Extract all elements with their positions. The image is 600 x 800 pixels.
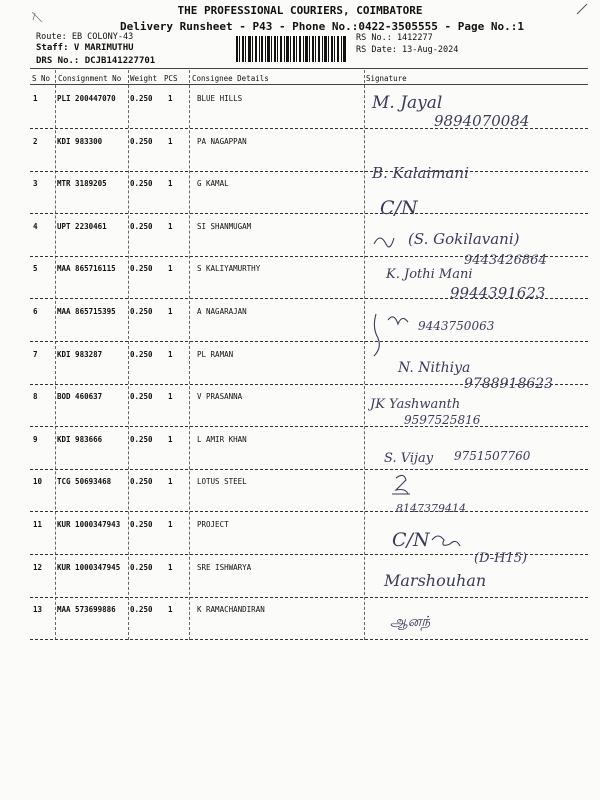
row-consignment-no: KUR 1000347945: [57, 563, 121, 572]
handwritten-phone: 9944391623: [450, 284, 546, 302]
col-header-signature: Signature: [366, 74, 407, 83]
staff-label: Staff: V MARIMUTHU: [36, 43, 134, 53]
handwritten-name: ஆனந்: [390, 614, 431, 630]
handwritten-note: (D-H15): [474, 551, 528, 566]
runsheet-title: Delivery Runsheet - P43 - Phone No.:0422-3505555 - Page No.:1: [120, 20, 524, 33]
row-consignment-no: MTR 3189205: [57, 179, 107, 188]
handwritten-phone: 9751507760: [454, 449, 531, 463]
col-header-pcs: PCS: [164, 74, 178, 83]
row-pcs: 1: [168, 137, 173, 146]
row-consignee: S KALIYAMURTHY: [197, 264, 261, 273]
col-header-weight: Weight: [130, 74, 158, 83]
row-consignment-no: MAA 865716115: [57, 264, 116, 273]
row-sno: 9: [33, 435, 38, 444]
row-weight: 0.250: [130, 350, 153, 359]
row-consignee: V PRASANNA: [197, 392, 243, 401]
row-pcs: 1: [168, 392, 173, 401]
row-pcs: 1: [168, 179, 173, 188]
row-weight: 0.250: [130, 94, 153, 103]
row-pcs: 1: [168, 563, 173, 572]
row-pcs: 1: [168, 94, 173, 103]
row-sno: 3: [33, 179, 38, 188]
row-consignment-no: KDI 983287: [57, 350, 103, 359]
row-consignee: LOTUS STEEL: [197, 477, 247, 486]
row-consignment-no: MAA 573699886: [57, 605, 116, 614]
row-consignment-no: MAA 865715395: [57, 307, 116, 316]
row-consignee: G KAMAL: [197, 179, 229, 188]
rs-number: RS No.: 1412277: [356, 33, 433, 43]
row-consignee: SRE ISHWARYA: [197, 563, 252, 572]
handwritten-name: S. Vijay: [384, 451, 434, 466]
rs-date: RS Date: 13-Aug-2024: [356, 45, 459, 55]
row-weight: 0.250: [130, 222, 153, 231]
handwritten-phone: 9443426864: [464, 253, 547, 268]
drs-number: DRS No.: DCJB141227701: [36, 56, 156, 66]
handwritten-phone: 9597525816: [404, 413, 481, 427]
row-pcs: 1: [168, 477, 173, 486]
row-pcs: 1: [168, 264, 173, 273]
row-sno: 8: [33, 392, 38, 401]
row-weight: 0.250: [130, 307, 153, 316]
handwritten-phone: 9788918623: [464, 376, 554, 392]
col-header-consignee: Consignee Details: [192, 74, 269, 83]
row-consignment-no: KUR 1000347943: [57, 520, 121, 529]
row-sno: 7: [33, 350, 38, 359]
row-weight: 0.250: [130, 477, 153, 486]
row-sno: 6: [33, 307, 38, 316]
row-consignee: L AMIR KHAN: [197, 435, 247, 444]
handwritten-name: JK Yashwanth: [370, 397, 461, 412]
row-weight: 0.250: [130, 563, 153, 572]
signature-row-13: [368, 600, 588, 678]
row-weight: 0.250: [130, 392, 153, 401]
row-sno: 4: [33, 222, 38, 231]
row-consignment-no: KDI 983666: [57, 435, 103, 444]
row-pcs: 1: [168, 222, 173, 231]
handwritten-name: K. Jothi Mani: [386, 267, 473, 282]
row-consignment-no: PLI 200447070: [57, 94, 116, 103]
row-pcs: 1: [168, 520, 173, 529]
row-consignee: PA NAGAPPAN: [197, 137, 247, 146]
row-sno: 5: [33, 264, 38, 273]
header-bottom-rule: [30, 84, 588, 85]
barcode-icon: [236, 36, 346, 62]
row-consignee: BLUE HILLS: [197, 94, 243, 103]
row-consignment-no: KDI 983300: [57, 137, 103, 146]
row-weight: 0.250: [130, 435, 153, 444]
handwritten-phone: 8147379414: [396, 502, 466, 515]
handwritten-phone: 9894070084: [434, 112, 530, 130]
row-sno: 10: [33, 477, 43, 486]
handwritten-name: M. Jayal: [372, 93, 443, 113]
row-sno: 2: [33, 137, 38, 146]
col-header-consignment: Consignment No: [58, 74, 122, 83]
handwritten-name: Marshouhan: [384, 571, 487, 590]
col-header-sno: S No: [32, 74, 51, 83]
row-consignee: PL RAMAN: [197, 350, 234, 359]
company-title: THE PROFESSIONAL COURIERS, COIMBATORE: [177, 4, 423, 17]
row-consignee: A NAGARAJAN: [197, 307, 247, 316]
row-sno: 12: [33, 563, 43, 572]
row-pcs: 1: [168, 605, 173, 614]
handwritten-name: B. Kalaimani: [372, 164, 469, 182]
row-pcs: 1: [168, 435, 173, 444]
row-weight: 0.250: [130, 179, 153, 188]
handwritten-note: C/N: [380, 197, 418, 219]
row-weight: 0.250: [130, 264, 153, 273]
row-pcs: 1: [168, 350, 173, 359]
header-top-rule: [30, 68, 588, 69]
handwritten-note: C/N: [392, 529, 430, 551]
row-sno: 11: [33, 520, 43, 529]
row-pcs: 1: [168, 307, 173, 316]
row-consignee: PROJECT: [197, 520, 229, 529]
route-label: Route: EB COLONY-43: [36, 32, 134, 42]
row-consignment-no: TCG 50693468: [57, 477, 112, 486]
row-consignment-no: BOD 460637: [57, 392, 103, 401]
row-sno: 13: [33, 605, 43, 614]
row-weight: 0.250: [130, 137, 153, 146]
handwritten-name: N. Nithiya: [398, 360, 471, 376]
row-consignee: K RAMACHANDIRAN: [197, 605, 265, 614]
row-weight: 0.250: [130, 605, 153, 614]
row-weight: 0.250: [130, 520, 153, 529]
row-consignee: SI SHANMUGAM: [197, 222, 252, 231]
handwritten-phone: 9443750063: [418, 319, 495, 333]
row-sno: 1: [33, 94, 38, 103]
handwritten-name: (S. Gokilavani): [408, 230, 520, 248]
row-consignment-no: UPT 2230461: [57, 222, 107, 231]
